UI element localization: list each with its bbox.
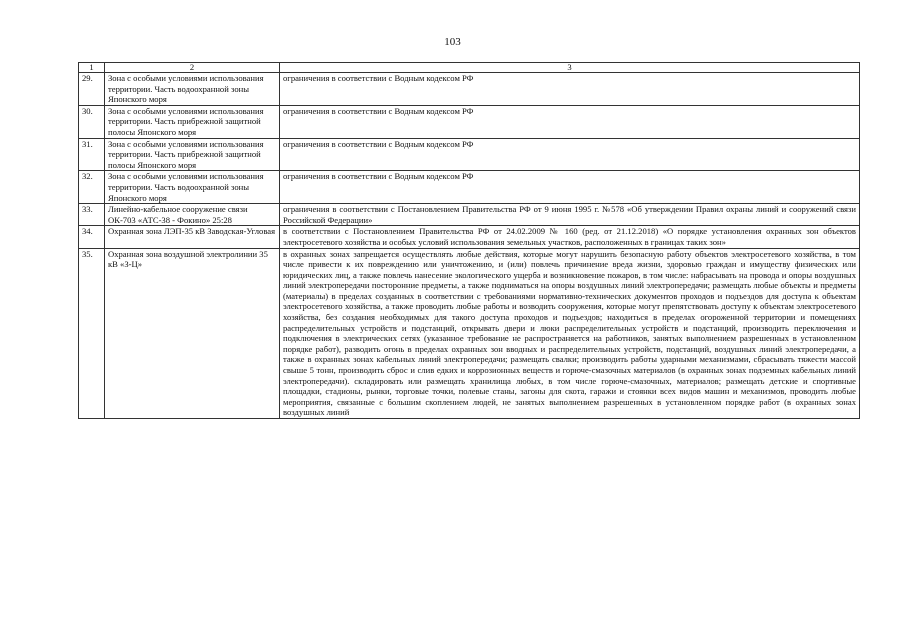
row-number: 35. [79,248,105,419]
table-row [79,138,860,171]
restriction-text: ограничения в соответствии с Водным кодексом РФ [280,105,860,138]
restriction-text: в охранных зонах запрещается осуществлять любые действия, которые могут нарушить безопасную работу объектов электросетевого хозяйства, в том числе привести к их повреждению или уничтожению, и (или) повлечь причинение вреда жизни, здоровью граждан и имуществу физических или юридических лиц, а также повлечь нанесение экологического ущерба и возникновение пожаров, в том числе: набрасывать на провода и опоры воздушных линий электропередачи посторонние предметы, а также подниматься на опоры воздушных линий электропередачи; размещать любые объекты и предметы (материалы) в пределах созданных в соответствии с требованиями нормативно-технических документов проходов и подъездов для доступа к объектам электросетевого хозяйства, а также проводить любые работы и возводить сооружения, которые могут препятствовать доступу к объектам электросетевого хозяйства, без создания необходимых для такого доступа проходов и подъездов; находиться в пределах огороженной территории и помещениях распределительных устройств и подстанций, открывать двери и люки распределительных устройств и подстанций, производить переключения и подключения в электрических сетях (указанное требование не распространяется на работников, занятых выполнением разрешенных в установленном порядке работ), разводить огонь в пределах охранных зон вводных и распределительных устройств, подстанций, воздушных линий электропередачи, а также в охранных зонах кабельных линий электропередачи; размещать свалки; производить работы ударными механизмами, сбрасывать тяжести массой свыше 5 тонн, производить сброс и слив едких и коррозионных веществ и горюче-смазочных материалов (в охранных зонах подземных кабельных линий электропередачи). складировать или размещать хранилища любых, в том числе горюче-смазочных, материалов; размещать детские и спортивные площадки, стадионы, рынки, торговые точки, полевые станы, загоны для скота, гаражи и стоянки всех видов машин и механизмов, проводить любые мероприятия, связанные с большим скоплением людей, не занятых выполнением разрешенных в установленном порядке работ (в охранных зонах воздушных линий [280,248,860,419]
table-row [79,171,860,204]
table-header-row [79,63,860,73]
row-number: 33. [79,204,105,226]
table-row [79,73,860,106]
zone-name: Линейно-кабельное сооружение связи ОК-703 «АТС-38 - Фокино» 25:28 [105,204,280,226]
zone-name: Зона с особыми условиями использования территории. Часть прибрежной защитной полосы Японского моря [105,138,280,171]
zone-name: Зона с особыми условиями использования территории. Часть водоохранной зоны Японского моря [105,171,280,204]
restriction-text: ограничения в соответствии с Водным кодексом РФ [280,73,860,106]
zone-name: Охранная зона ЛЭП-35 кВ Заводская-Угловая [105,226,280,248]
restriction-text: ограничения в соответствии с Постановлением Правительства РФ от 9 июня 1995 г. №578 «Об утверждении Правил охраны линий и сооружений связи Российской Федерации» [280,204,860,226]
page-number: 103 [444,36,461,48]
table-row [79,248,860,419]
zone-name: Зона с особыми условиями использования территории. Часть водоохранной зоны Японского моря [105,73,280,106]
row-number: 34. [79,226,105,248]
table-row [79,226,860,248]
restrictions-table [78,62,860,419]
zone-name: Охранная зона воздушной электролинии 35 кВ «З-Ц» [105,248,280,419]
table-row [79,105,860,138]
table-row [79,204,860,226]
restriction-text: в соответствии с Постановлением Правительства РФ от 24.02.2009 № 160 (ред. от 21.12.2018) «О порядке установления охранных зон объектов электросетевого хозяйства и особых условий использования земельных участков, расположенных в границах таких зон» [280,226,860,248]
column-header: 1 [79,63,105,73]
restriction-text: ограничения в соответствии с Водным кодексом РФ [280,138,860,171]
column-header: 2 [105,63,280,73]
zone-name: Зона с особыми условиями использования территории. Часть прибрежной защитной полосы Японского моря [105,105,280,138]
row-number: 29. [79,73,105,106]
row-number: 30. [79,105,105,138]
row-number: 31. [79,138,105,171]
restriction-text: ограничения в соответствии с Водным кодексом РФ [280,171,860,204]
column-header: 3 [280,63,860,73]
row-number: 32. [79,171,105,204]
